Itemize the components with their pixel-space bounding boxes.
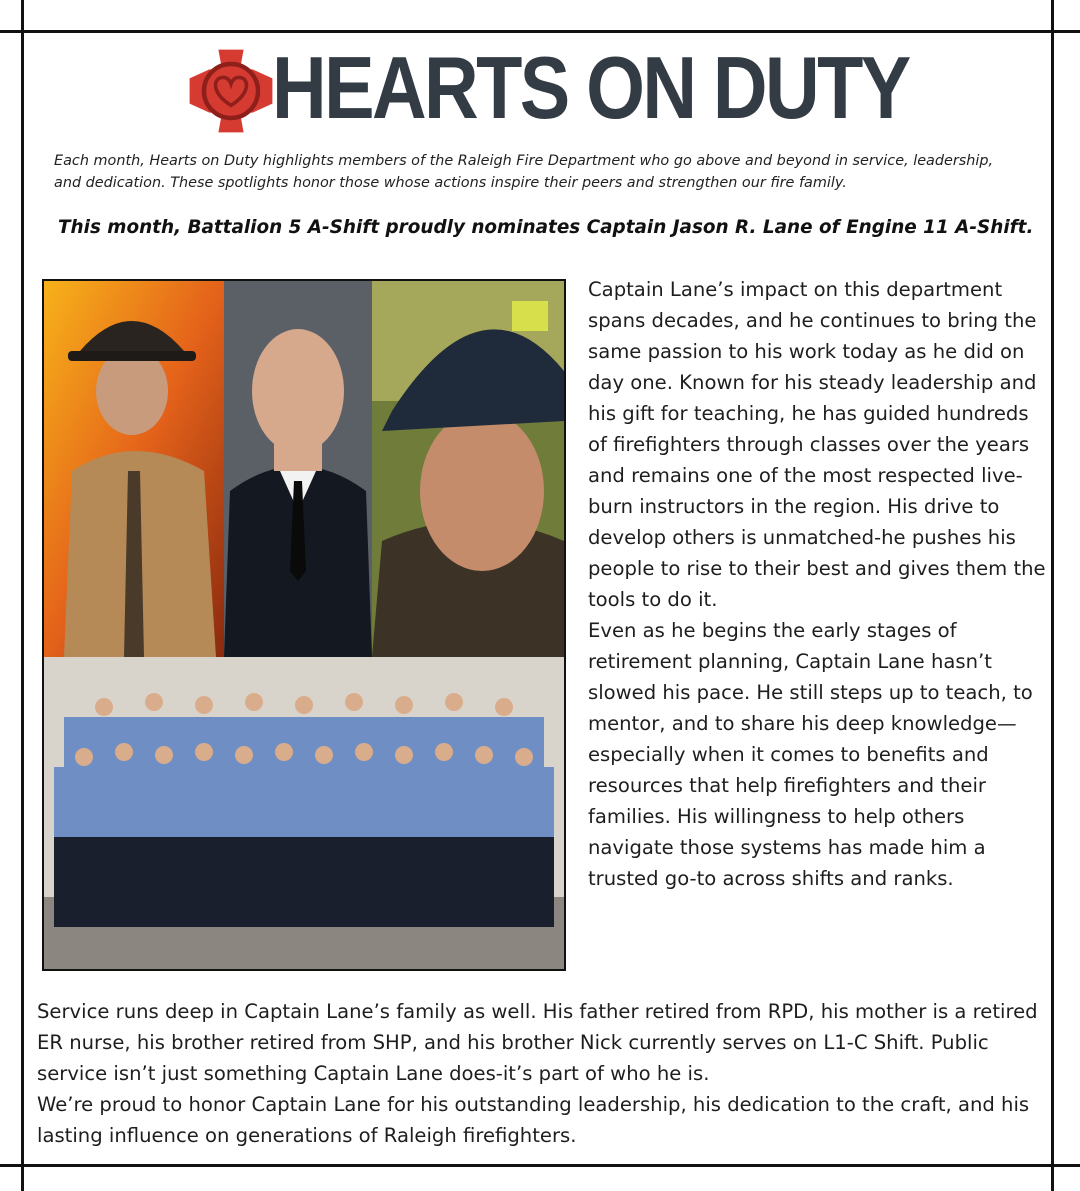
nomination-text: This month, Battalion 5 A-Shift proudly nominates Captain Jason R. Lane of Engine 11 A-Shift. (58, 217, 1034, 238)
article-right-column (588, 274, 1048, 894)
intro-text: Each month, Hearts on Duty highlights members of the Raleigh Fire Department who go above and beyond in service, leadership, and dedication. These spotlights honor those whose actions inspire their peers and strengthen our fire family. (54, 153, 994, 191)
article-paragraph-2: Even as he begins the early stages of retirement planning, Captain Lane hasn’t slowed his pace. He still steps up to teach, to mentor, and to share his deep knowledge—especially when it comes to benefits and resources that help firefighters and their families. His willingness to help others navigate those systems has made him a trusted go-to across shifts and ranks. (588, 619, 1033, 890)
article-paragraph-1: Captain Lane’s impact on this department spans decades, and he continues to bring the same passion to his work today as he did on day one. Known for his steady leadership and his gift for teaching, he has guided hundreds of firefighters through classes over the years and remains one of the most respected live-burn instructors in the region. His drive to develop others is unmatched-he pushes his people to rise to their best and gives them the tools to do it. (588, 278, 1046, 611)
firefighter-in-turnout-gear-photo (44, 281, 224, 657)
frame-bottom-line (0, 1164, 1080, 1167)
dress-uniform-portrait-photo (224, 281, 372, 657)
group-class-photo (44, 657, 564, 969)
masthead (0, 38, 1080, 142)
maltese-cross-heart-icon (186, 46, 276, 136)
frame-left-line (21, 0, 24, 1191)
article-paragraph-4: We’re proud to honor Captain Lane for his outstanding leadership, his dedication to the craft, and his lasting influence on generations of Raleigh firefighters. (37, 1093, 1030, 1147)
smiling-firefighter-helmet-photo (372, 281, 564, 657)
article-bottom-section (37, 996, 1057, 1151)
page-title: HEARTS ON DUTY (272, 38, 909, 137)
frame-top-line (0, 30, 1080, 33)
article-paragraph-3: Service runs deep in Captain Lane’s family as well. His father retired from RPD, his mother is a retired ER nurse, his brother retired from SHP, and his brother Nick currently serves on L1-C Shift. Public service isn’t just something Captain Lane does-it’s part of who he is. (37, 1000, 1038, 1085)
photo-collage (42, 279, 566, 971)
